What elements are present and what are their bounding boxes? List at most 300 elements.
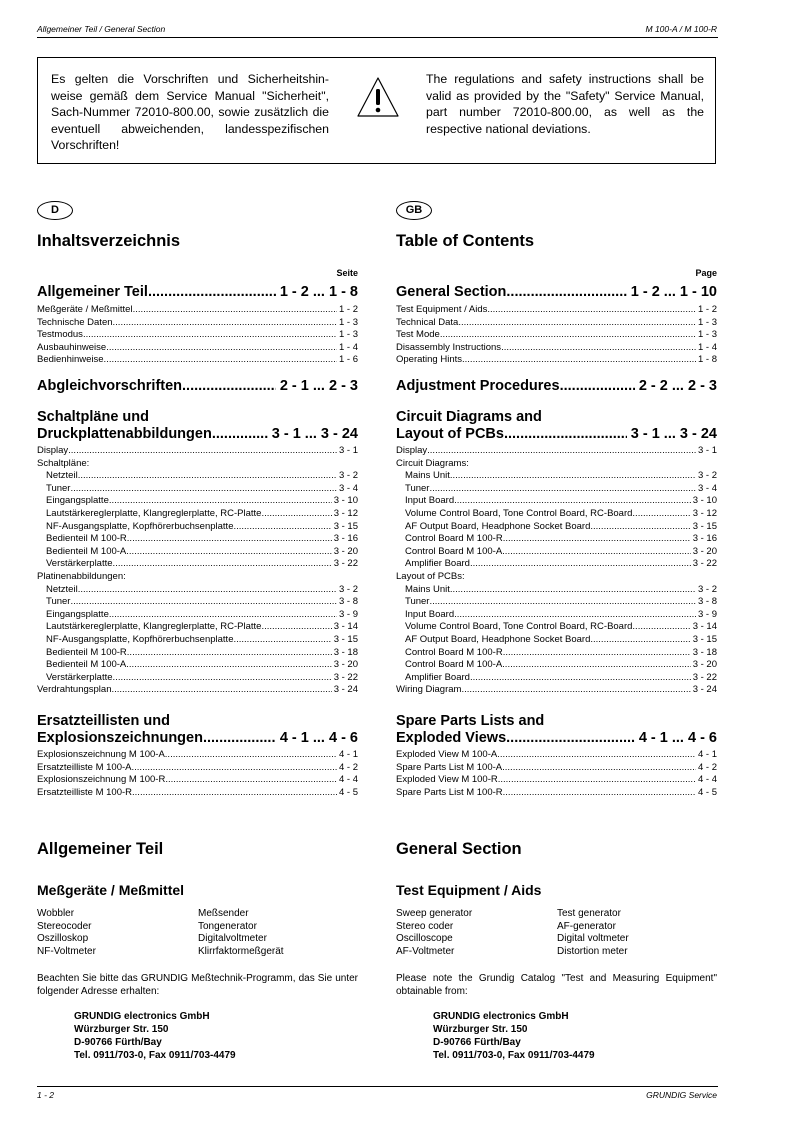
general-section-title-de: Allgemeiner Teil	[37, 840, 164, 858]
equipment-title-en: Test Equipment / Aids	[396, 882, 542, 898]
toc-entry	[396, 329, 717, 342]
header-left: Allgemeiner Teil / General Section	[37, 24, 166, 34]
equipment-item: Tongenerator	[198, 920, 257, 932]
toc-leader-dots	[450, 470, 696, 483]
equipment-item: AF-generator	[557, 920, 616, 932]
toc-leader-dots	[126, 546, 331, 559]
equipment-item: Klirrfaktormeßgerät	[198, 945, 284, 957]
toc-entry-label: Exploded View M 100-R	[396, 774, 498, 786]
toc-leader-dots	[454, 609, 696, 622]
toc-leader-dots	[462, 354, 696, 367]
toc-entry	[396, 546, 717, 559]
toc-leader-dots	[429, 596, 696, 609]
toc-entry-label: Bedienhinweise	[37, 354, 104, 366]
section-pages: 3 - 1 ... 3 - 24	[271, 426, 358, 442]
toc-entry-page: 3 - 4	[338, 482, 358, 494]
toc-leader-dots	[470, 672, 691, 685]
toc-entry	[396, 762, 717, 775]
safety-notice-de: Es gelten die Vorschriften und Sicherheitshin-weise gemäß dem Service Manual "Sicherheit", Sach-Nummer 72010-800.00, sowie zusätzlich die eventuell abweichenden, landesspezifischen Vorschriften!	[51, 72, 329, 152]
toc-entry-page: 1 - 4	[697, 341, 717, 353]
toc-leader-dots	[502, 546, 691, 559]
toc-entry-page: 4 - 4	[697, 774, 717, 786]
toc-list-en-3	[396, 445, 717, 697]
toc-entry-label: Display	[396, 445, 428, 456]
toc-entry-label: Netzteil	[46, 583, 78, 595]
catalog-note-en: Please note the Grundig Catalog "Test and Measuring Equipment" obtainable from:	[396, 973, 717, 997]
toc-entry	[37, 354, 358, 367]
toc-entry	[396, 470, 717, 483]
toc-entry	[396, 533, 717, 546]
toc-leader-dots	[450, 584, 696, 597]
section-title-line2: Druckplattenabbildungen	[37, 426, 212, 442]
toc-entry	[37, 659, 358, 672]
toc-entry	[396, 672, 717, 685]
toc-entry-label: AF Output Board, Headphone Socket Board	[405, 633, 591, 645]
toc-entry-label: Exploded View M 100-A	[396, 749, 498, 760]
toc-entry-label: Ersatzteilliste M 100-A	[37, 761, 132, 773]
toc-entry	[37, 762, 358, 775]
toc-entry-page: 3 - 22	[692, 558, 717, 570]
toc-entry	[37, 774, 358, 787]
toc-entry-label: Display	[37, 445, 69, 456]
section-title-line2: Exploded Views	[396, 730, 507, 746]
toc-entry-label: Volume Control Board, Tone Control Board, RC-Board	[405, 621, 633, 633]
toc-entry-label: Circuit Diagrams:	[396, 457, 469, 469]
toc-entry	[37, 470, 358, 483]
toc-group-heading	[396, 458, 717, 471]
toc-entry-page: 3 - 2	[338, 583, 358, 595]
toc-entry-page: 3 - 20	[333, 545, 358, 557]
toc-entry	[396, 521, 717, 534]
toc-entry-page: 3 - 12	[333, 507, 358, 519]
toc-entry-label: Tuner	[405, 596, 430, 608]
toc-entry	[396, 634, 717, 647]
toc-entry	[37, 609, 358, 622]
toc-leader-dots	[470, 558, 691, 571]
toc-entry-label: Technical Data	[396, 316, 459, 328]
toc-leader-dots	[165, 749, 337, 762]
toc-leader-dots	[109, 609, 337, 622]
toc-leader-dots	[497, 749, 696, 762]
toc-entry-page: 3 - 4	[697, 482, 717, 494]
toc-entry	[37, 787, 358, 800]
toc-entry-label: Lautstärkereglerplatte, Klangreglerplatte, RC-Platte	[46, 507, 262, 519]
toc-entry-page: 4 - 2	[338, 761, 358, 773]
section-pages: 2 - 2 ... 2 - 3	[638, 378, 717, 394]
toc-leader-dots	[132, 762, 337, 775]
equipment-item: Digitalvoltmeter	[198, 933, 267, 945]
toc-entry-page: 1 - 6	[338, 354, 358, 366]
toc-entry	[37, 533, 358, 546]
toc-entry	[37, 495, 358, 508]
equipment-item: Stereo coder	[396, 920, 454, 932]
toc-entry-label: Mains Unit	[405, 583, 450, 595]
equipment-item: Stereocoder	[37, 920, 92, 932]
toc-entry	[37, 304, 358, 317]
toc-section-de-1	[37, 284, 358, 301]
equipment-item: Digital voltmeter	[557, 933, 629, 945]
toc-entry-label: Amplifier Board	[405, 671, 470, 683]
address-line: D-90766 Fürth/Bay	[433, 1037, 521, 1048]
toc-entry-label: Eingangsplatte	[46, 608, 109, 620]
toc-section-de-2	[37, 378, 358, 395]
section-title-line1: Ersatzteillisten und	[37, 713, 170, 729]
toc-entry-page: 1 - 3	[697, 316, 717, 328]
toc-entry-page: 3 - 22	[333, 671, 358, 683]
toc-leader-dots	[487, 304, 696, 317]
toc-entry-label: Amplifier Board	[405, 558, 470, 570]
toc-entry	[37, 749, 358, 762]
toc-entry	[37, 508, 358, 521]
toc-entry-label: Spare Parts List M 100-R	[396, 786, 503, 798]
toc-leader-dots	[126, 659, 331, 672]
equipment-list-en-col2	[557, 908, 629, 958]
toc-entry	[396, 354, 717, 367]
toc-entry-page: 3 - 9	[338, 608, 358, 620]
toc-entry	[37, 672, 358, 685]
toc-leader-dots	[83, 329, 337, 342]
address-line: Würzburger Str. 150	[74, 1024, 169, 1035]
toc-leader-dots	[233, 521, 331, 534]
toc-section-en-4	[396, 713, 717, 747]
toc-entry-page: 3 - 14	[692, 621, 717, 633]
footer-publisher: GRUNDIG Service	[646, 1090, 717, 1100]
language-badge-de: D	[37, 201, 73, 220]
toc-group-heading	[396, 571, 717, 584]
toc-group-heading	[37, 571, 358, 584]
toc-section-de-3	[37, 409, 358, 443]
toc-entry-label: Explosionszeichnung M 100-R	[37, 774, 166, 786]
toc-leader-dots	[261, 508, 331, 521]
safety-notice-en: The regulations and safety instructions shall be valid as provided by the "Safety" Service Manual, part number 72010-800.00, as well as the respective national deviations.	[426, 72, 704, 136]
toc-entry-label: Input Board	[405, 495, 455, 507]
toc-entry-label: AF Output Board, Headphone Socket Board	[405, 520, 591, 532]
toc-entry	[396, 647, 717, 660]
section-title: Abgleichvorschriften	[37, 378, 183, 394]
toc-entry-label: Tuner	[405, 482, 430, 494]
toc-entry	[37, 584, 358, 597]
toc-entry-label: Wiring Diagram	[396, 684, 462, 696]
equipment-item: Sweep generator	[396, 908, 473, 919]
toc-entry-page: 3 - 15	[692, 633, 717, 645]
equipment-item: Wobbler	[37, 908, 75, 919]
toc-entry-label: Control Board M 100-A	[405, 659, 503, 671]
toc-entry	[396, 749, 717, 762]
toc-leader-dots	[113, 317, 337, 330]
toc-entry	[37, 647, 358, 660]
toc-entry-page: 3 - 16	[692, 533, 717, 545]
equipment-list-en-col1	[396, 908, 472, 958]
page-column-label-en: Page	[695, 268, 717, 278]
toc-leader-dots	[68, 445, 337, 458]
section-pages: 1 - 2 ... 1 - 8	[279, 284, 358, 300]
toc-section-en-3	[396, 409, 717, 443]
toc-list-en-1	[396, 304, 717, 367]
toc-entry-label: Control Board M 100-R	[405, 646, 503, 658]
toc-entry-page: 1 - 3	[338, 316, 358, 328]
toc-entry-page: 3 - 20	[333, 659, 358, 671]
toc-entry-label: Layout of PCBs:	[396, 570, 465, 582]
toc-entry-label: Bedienteil M 100-A	[46, 545, 127, 557]
equipment-item: Oszilloskop	[37, 933, 89, 945]
toc-entry-page: 1 - 8	[697, 354, 717, 366]
toc-section-en-2	[396, 378, 717, 395]
address-block-de	[74, 1010, 236, 1062]
toc-entry-label: Bedienteil M 100-R	[46, 646, 127, 658]
toc-entry-page: 4 - 2	[697, 761, 717, 773]
toc-list-de-4	[37, 749, 358, 799]
toc-entry-page: 3 - 10	[333, 495, 358, 507]
catalog-note-de: Beachten Sie bitte das GRUNDIG Meßtechnik-Programm, das Sie unter folgender Adresse erhalten:	[37, 973, 358, 997]
toc-entry-page: 3 - 20	[692, 545, 717, 557]
toc-entry-label: Tuner	[46, 596, 71, 608]
toc-entry-label: Test Mode	[396, 329, 440, 341]
toc-entry-page: 3 - 15	[692, 520, 717, 532]
toc-entry	[37, 634, 358, 647]
toc-section-de-4	[37, 713, 358, 747]
equipment-item: NF-Voltmeter	[37, 945, 96, 957]
toc-entry-page: 3 - 18	[333, 646, 358, 658]
section-pages: 3 - 1 ... 3 - 24	[630, 426, 717, 442]
toc-leader-dots	[503, 533, 691, 546]
toc-leader-dots	[498, 774, 696, 787]
address-line: Tel. 0911/703-0, Fax 0911/703-4479	[74, 1050, 236, 1061]
toc-entry-page: 3 - 20	[692, 659, 717, 671]
toc-leader-dots	[106, 342, 337, 355]
section-title-line1: Circuit Diagrams and	[396, 409, 542, 425]
footer-page-number: 1 - 2	[37, 1090, 55, 1100]
general-section-title-en: General Section	[396, 840, 522, 858]
toc-leader-dots	[458, 317, 696, 330]
toc-entry	[396, 774, 717, 787]
toc-leader-dots	[127, 647, 332, 660]
toc-entry-label: Disassembly Instructions	[396, 341, 502, 353]
toc-entry	[396, 558, 717, 571]
equipment-item: Oscilloscope	[396, 933, 453, 945]
toc-entry-label: Input Board	[405, 608, 455, 620]
toc-leader-dots	[501, 342, 696, 355]
toc-entry	[396, 609, 717, 622]
address-block-en	[433, 1010, 595, 1062]
toc-entry-page: 3 - 15	[333, 520, 358, 532]
toc-entry-page: 1 - 3	[697, 329, 717, 341]
toc-title-en: Table of Contents	[396, 232, 535, 250]
toc-entry-page: 1 - 2	[697, 304, 717, 315]
toc-entry-page: 4 - 4	[338, 774, 358, 786]
toc-entry	[37, 558, 358, 571]
toc-leader-dots	[111, 684, 331, 697]
toc-leader-dots	[109, 495, 332, 508]
toc-entry	[396, 304, 717, 317]
toc-leader-dots	[503, 647, 691, 660]
toc-entry-page: 1 - 2	[338, 304, 358, 315]
toc-entry-page: 3 - 14	[333, 621, 358, 633]
toc-entry	[396, 684, 717, 697]
toc-entry	[37, 342, 358, 355]
toc-entry-page: 3 - 9	[697, 608, 717, 620]
toc-entry-label: Volume Control Board, Tone Control Board, RC-Board	[405, 507, 633, 519]
toc-leader-dots	[165, 774, 337, 787]
section-title-line1: Schaltpläne und	[37, 409, 149, 425]
toc-entry-page: 3 - 16	[333, 533, 358, 545]
toc-entry-page: 3 - 8	[338, 596, 358, 608]
language-badge-gb: GB	[396, 201, 432, 220]
toc-entry-page: 3 - 24	[333, 684, 358, 696]
section-pages: 4 - 1 ... 4 - 6	[638, 730, 717, 746]
toc-entry	[396, 342, 717, 355]
address-line: Tel. 0911/703-0, Fax 0911/703-4479	[433, 1050, 595, 1061]
toc-entry-label: Tuner	[46, 482, 71, 494]
equipment-title-de: Meßgeräte / Meßmittel	[37, 882, 185, 898]
toc-section-en-1	[396, 284, 717, 301]
toc-leader-dots	[440, 329, 696, 342]
toc-entry-label: Ausbauhinweise	[37, 341, 107, 353]
toc-entry	[396, 787, 717, 800]
toc-entry-label: Schaltpläne:	[37, 457, 90, 469]
toc-entry-label: Control Board M 100-R	[405, 533, 503, 545]
toc-leader-dots	[70, 483, 337, 496]
page-column-label-de: Seite	[336, 268, 358, 278]
toc-entry-page: 3 - 2	[697, 583, 717, 595]
toc-leader-dots	[632, 621, 690, 634]
toc-entry	[37, 329, 358, 342]
section-pages: 4 - 1 ... 4 - 6	[279, 730, 358, 746]
toc-entry-page: 1 - 3	[338, 329, 358, 341]
toc-entry-label: Platinenabbildungen:	[37, 570, 126, 582]
toc-leader-dots	[461, 684, 690, 697]
toc-entry-label: NF-Ausgangsplatte, Kopfhörerbuchsenplatte	[46, 633, 234, 645]
toc-leader-dots	[502, 762, 696, 775]
toc-entry-label: Lautstärkereglerplatte, Klangreglerplatte, RC-Platte	[46, 621, 262, 633]
toc-entry-page: 4 - 1	[697, 749, 717, 760]
section-title-line2: Layout of PCBs	[396, 426, 504, 442]
toc-entry-label: Technische Daten	[37, 316, 113, 328]
toc-entry	[396, 508, 717, 521]
toc-leader-dots	[113, 558, 332, 571]
toc-entry	[396, 659, 717, 672]
toc-leader-dots	[590, 521, 690, 534]
toc-leader-dots	[132, 787, 337, 800]
toc-group-heading	[37, 458, 358, 471]
address-line: Würzburger Str. 150	[433, 1024, 528, 1035]
toc-entry-label: NF-Ausgangsplatte, Kopfhörerbuchsenplatte	[46, 520, 234, 532]
toc-entry	[396, 596, 717, 609]
equipment-item: AF-Voltmeter	[396, 945, 455, 957]
toc-entry	[37, 445, 358, 458]
toc-entry-page: 3 - 12	[692, 507, 717, 519]
toc-entry-label: Meßgeräte / Meßmittel	[37, 304, 133, 315]
toc-entry-label: Control Board M 100-A	[405, 545, 503, 557]
equipment-item: Meßsender	[198, 908, 249, 919]
toc-leader-dots	[427, 445, 696, 458]
section-title: Allgemeiner Teil	[37, 284, 148, 300]
section-title-line1: Spare Parts Lists and	[396, 713, 545, 729]
toc-entry	[396, 621, 717, 634]
toc-entry-label: Verstärkerplatte	[46, 671, 113, 683]
toc-leader-dots	[113, 672, 332, 685]
toc-entry	[37, 483, 358, 496]
toc-leader-dots	[104, 354, 337, 367]
toc-entry-page: 3 - 2	[338, 470, 358, 482]
toc-entry-page: 3 - 1	[338, 445, 358, 456]
toc-entry	[396, 317, 717, 330]
toc-entry-page: 3 - 1	[697, 445, 717, 456]
toc-entry-label: Test Equipment / Aids	[396, 304, 488, 315]
toc-entry	[37, 546, 358, 559]
toc-entry-page: 3 - 8	[697, 596, 717, 608]
toc-leader-dots	[78, 584, 337, 597]
address-line: D-90766 Fürth/Bay	[74, 1037, 162, 1048]
toc-entry-page: 3 - 2	[697, 470, 717, 482]
toc-entry-label: Verstärkerplatte	[46, 558, 113, 570]
toc-entry	[37, 521, 358, 534]
toc-leader-dots	[78, 470, 337, 483]
toc-entry-label: Verdrahtungsplan	[37, 684, 112, 696]
equipment-item: Distortion meter	[557, 945, 628, 957]
toc-entry-page: 4 - 5	[697, 786, 717, 798]
toc-leader-dots	[133, 304, 337, 317]
toc-entry-page: 3 - 15	[333, 633, 358, 645]
toc-entry-page: 1 - 4	[338, 341, 358, 353]
toc-leader-dots	[454, 495, 691, 508]
section-title: General Section	[396, 284, 507, 300]
toc-entry	[37, 317, 358, 330]
section-pages: 1 - 2 ... 1 - 10	[630, 284, 717, 300]
toc-entry-label: Netzteil	[46, 470, 78, 482]
toc-entry-page: 3 - 10	[692, 495, 717, 507]
equipment-list-de-col1	[37, 908, 96, 958]
toc-leader-dots	[502, 659, 691, 672]
toc-entry	[396, 445, 717, 458]
toc-entry	[396, 483, 717, 496]
header-right: M 100-A / M 100-R	[645, 24, 717, 34]
toc-entry-page: 3 - 24	[692, 684, 717, 696]
toc-entry	[37, 621, 358, 634]
toc-leader-dots	[503, 787, 696, 800]
section-title: Adjustment Procedures	[396, 378, 560, 394]
toc-entry	[37, 684, 358, 697]
address-line: GRUNDIG electronics GmbH	[74, 1011, 210, 1022]
toc-entry	[396, 584, 717, 597]
toc-entry-label: Ersatzteilliste M 100-R	[37, 786, 133, 798]
warning-triangle-icon	[356, 76, 400, 118]
toc-title-de: Inhaltsverzeichnis	[37, 232, 181, 250]
toc-list-en-4	[396, 749, 717, 799]
address-line: GRUNDIG electronics GmbH	[433, 1011, 569, 1022]
toc-entry-page: 4 - 1	[338, 749, 358, 760]
toc-entry-page: 4 - 5	[338, 786, 358, 798]
toc-entry-page: 3 - 22	[692, 671, 717, 683]
toc-leader-dots	[233, 634, 331, 647]
toc-leader-dots	[127, 533, 332, 546]
toc-entry-page: 3 - 22	[333, 558, 358, 570]
toc-entry-label: Explosionszeichnung M 100-A	[37, 749, 165, 760]
toc-entry-page: 3 - 18	[692, 646, 717, 658]
equipment-item: Test generator	[557, 908, 621, 919]
toc-list-de-1	[37, 304, 358, 367]
toc-leader-dots	[590, 634, 690, 647]
equipment-list-de-col2	[198, 908, 284, 958]
section-pages: 2 - 1 ... 2 - 3	[279, 378, 358, 394]
toc-leader-dots	[632, 508, 690, 521]
section-title-line2: Explosionszeichnungen	[37, 730, 203, 746]
toc-entry-label: Testmodus	[37, 329, 83, 341]
toc-leader-dots	[261, 621, 331, 634]
toc-entry-label: Bedienteil M 100-A	[46, 659, 127, 671]
header-rule	[37, 37, 718, 38]
toc-leader-dots	[70, 596, 337, 609]
toc-entry-label: Mains Unit	[405, 470, 450, 482]
